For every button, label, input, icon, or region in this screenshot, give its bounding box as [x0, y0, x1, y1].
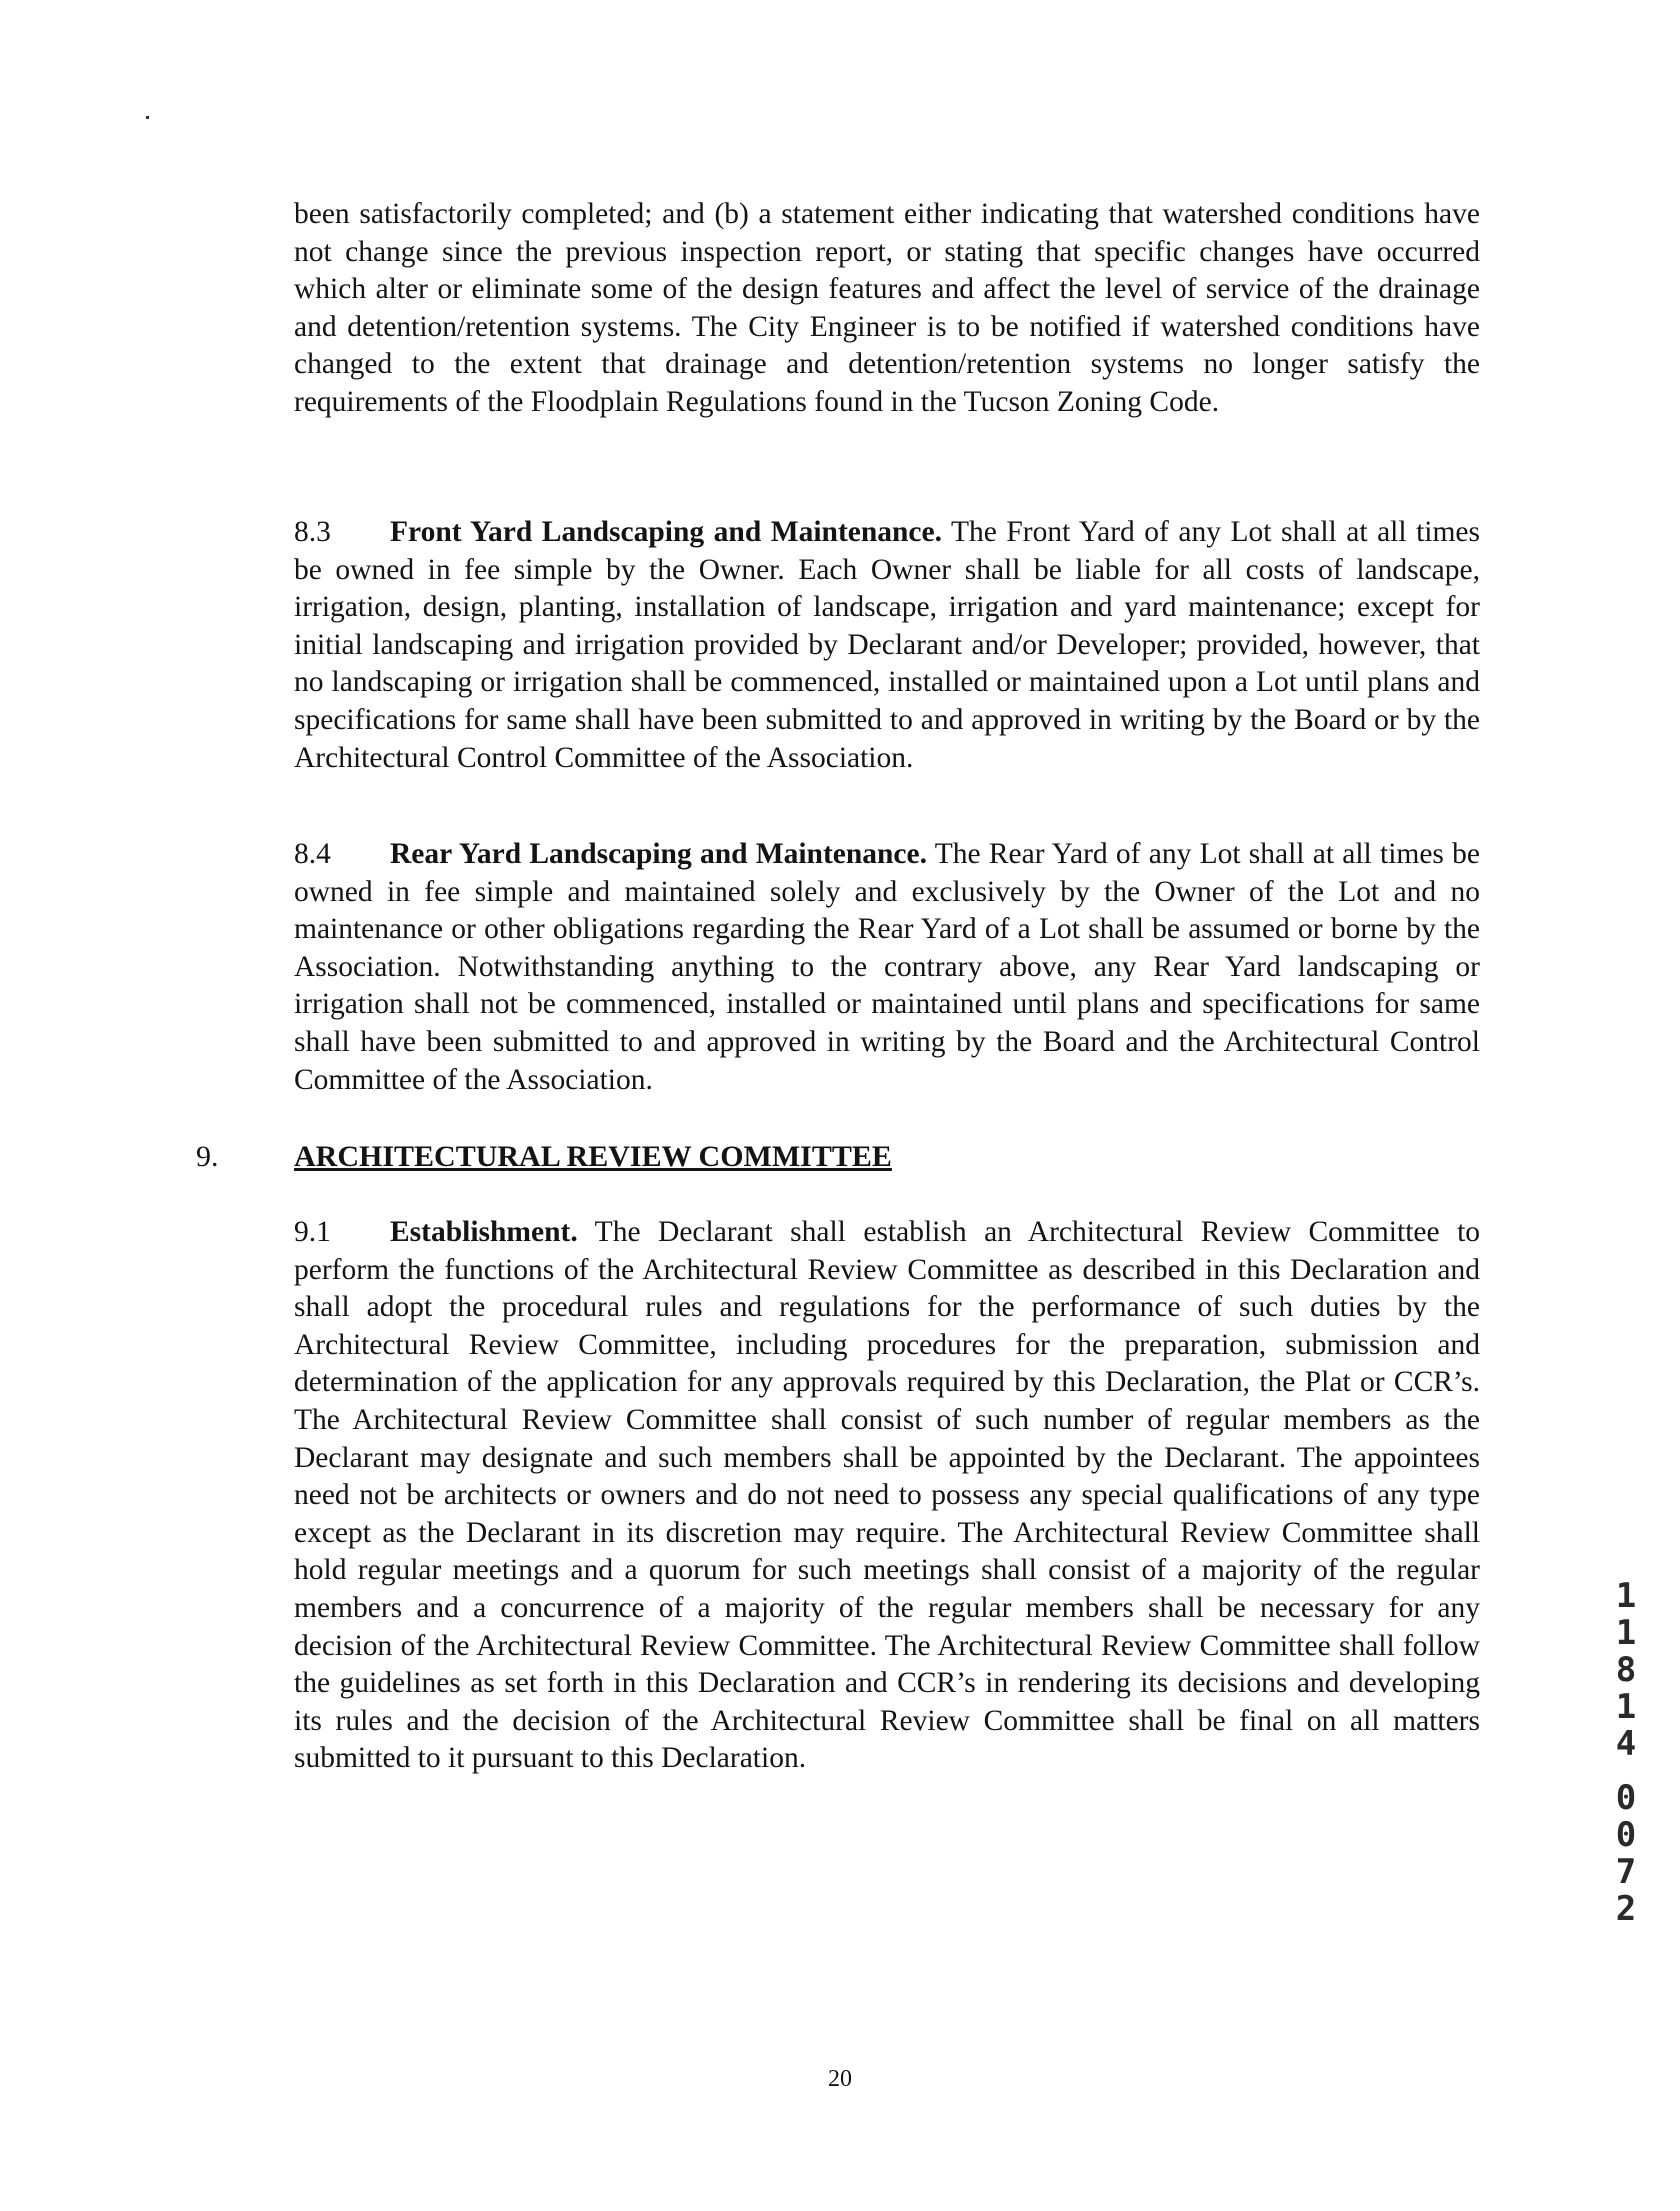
stamp-digit: 1	[1615, 1687, 1637, 1727]
stamp-digit: 0	[1615, 1815, 1637, 1855]
stamp-digit: 1	[1615, 1613, 1637, 1653]
section-8-4-text: The Rear Yard of any Lot shall at all times be owned in fee simple and maintained solely and exclusively by the Owner of the Lot and no maintenance or other obligations regarding the Rear Yard of a Lot shall be assumed or borne by the Association. Notwithstanding anything to the contrary above, any Rear Yard landscaping or irrigation shall not be commenced, installed or maintained until plans and specifications for same shall have been submitted to and approved in writing by the Board and the Architectural Control Committee of the Association.	[294, 838, 1480, 1096]
section-8-4-number: 8.4	[294, 838, 331, 870]
article-9-number: 9.	[196, 1140, 219, 1173]
continuation-text: been satisfactorily completed; and (b) a statement either indicating that watershed conditions have not change since the previous inspection report, or stating that specific changes have occurred which alter or eliminate some of the design features and affect the level of service of the drainage and detention/retention systems. The City Engineer is to be notified if watershed conditions have changed to the extent that drainage and detention/retention systems no longer satisfy the requirements of the Floodplain Regulations found in the Tucson Zoning Code.	[294, 198, 1480, 418]
recording-stamp-part2	[1605, 1780, 1647, 1928]
section-9-1-heading: Establishment.	[390, 1216, 578, 1248]
section-8-4-heading: Rear Yard Landscaping and Maintenance.	[390, 838, 927, 870]
section-8-3-heading: Front Yard Landscaping and Maintenance.	[390, 516, 942, 548]
stamp-digit: 2	[1615, 1889, 1637, 1929]
section-8-4	[294, 836, 1480, 1099]
section-9-1-text: The Declarant shall establish an Architectural Review Committee to perform the functions of the Architectural Review Committee as described in this Declaration and shall adopt the procedural rules and regulations for the performance of such duties by the Architectural Review Committee, including procedures for the preparation, submission and determination of the application for any approvals required by this Declaration, the Plat or CCR’s. The Architectural Review Committee shall consist of such number of regular members as the Declarant may designate and such members shall be appointed by the Declarant. The appointees need not be architects or owners and do not need to possess any special qualifications of any type except as the Declarant in its discretion may require. The Architectural Review Committee shall hold regular meetings and a quorum for such meetings shall consist of a majority of the regular members and a concurrence of a majority of the regular members shall be necessary for any decision of the Architectural Review Committee. The Architectural Review Committee shall follow the guidelines as set forth in this Declaration and CCR’s in rendering its decisions and developing its rules and the decision of the Architectural Review Committee shall be final on all matters submitted to it pursuant to this Declaration.	[294, 1216, 1481, 1775]
section-9-1	[294, 1214, 1480, 1778]
article-9-title: ARCHITECTURAL REVIEW COMMITTEE	[294, 1140, 892, 1173]
stamp-digit: 4	[1615, 1724, 1637, 1764]
section-8-3-text: The Front Yard of any Lot shall at all times be owned in fee simple by the Owner. Each Owner shall be liable for all costs of landscape, irrigation, design, planting, installation of landscape, irrigation and yard maintenance; except for initial landscaping and irrigation provided by Declarant and/or Developer; provided, however, that no landscaping or irrigation shall be commenced, installed or maintained upon a Lot until plans and specifications for same shall have been submitted to and approved in writing by the Board or by the Architectural Control Committee of the Association.	[294, 516, 1481, 774]
page-number: 20	[828, 2066, 852, 2092]
section-8-3-number: 8.3	[294, 516, 331, 548]
stamp-digit: 0	[1615, 1778, 1637, 1818]
stamp-digit: 7	[1615, 1852, 1637, 1892]
stamp-digit: 1	[1615, 1576, 1637, 1616]
scan-speck	[146, 116, 149, 119]
stamp-digit: 8	[1615, 1650, 1637, 1690]
recording-stamp-part1	[1605, 1578, 1647, 1763]
continuation-paragraph	[294, 196, 1480, 422]
section-9-1-number: 9.1	[294, 1216, 331, 1248]
section-8-3	[294, 514, 1480, 777]
